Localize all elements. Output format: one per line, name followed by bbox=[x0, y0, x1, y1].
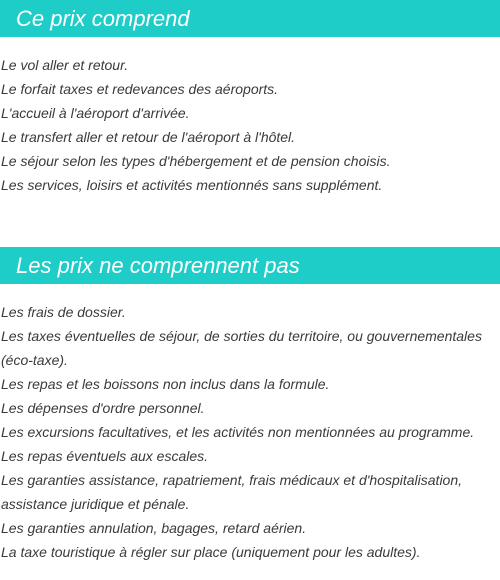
excluded-items-list bbox=[0, 300, 500, 564]
excluded-item: Les garanties annulation, bagages, retard aérien. bbox=[1, 520, 307, 536]
excluded-item: Les taxes éventuelles de séjour, de sorties du territoire, ou gouvernementales (éco-taxe). bbox=[1, 328, 482, 368]
included-item: Le vol aller et retour. bbox=[1, 57, 129, 73]
included-item: Le transfert aller et retour de l'aéroport à l'hôtel. bbox=[1, 129, 296, 145]
excluded-item: Les repas éventuels aux escales. bbox=[1, 448, 209, 464]
included-items-list bbox=[0, 53, 500, 197]
excluded-item: Les garanties assistance, rapatriement, frais médicaux et d'hospitalisation, assistance juridique et pénale. bbox=[1, 472, 463, 512]
included-item: Le forfait taxes et redevances des aéroports. bbox=[1, 81, 279, 97]
excluded-item: La taxe touristique à régler sur place (uniquement pour les adultes). bbox=[1, 544, 421, 560]
included-item: Les services, loisirs et activités mentionnés sans supplément. bbox=[1, 177, 383, 193]
included-item: Le séjour selon les types d'hébergement et de pension choisis. bbox=[1, 153, 391, 169]
included-item: L'accueil à l'aéroport d'arrivée. bbox=[1, 105, 190, 121]
excluded-item: Les excursions facultatives, et les activités non mentionnées au programme. bbox=[1, 424, 475, 440]
section-title-price-excludes: Les prix ne comprennent pas bbox=[0, 247, 500, 284]
section-title-price-includes: Ce prix comprend bbox=[0, 0, 500, 37]
excluded-item: Les repas et les boissons non inclus dans la formule. bbox=[1, 376, 330, 392]
excluded-item: Les frais de dossier. bbox=[1, 304, 126, 320]
excluded-item: Les dépenses d'ordre personnel. bbox=[1, 400, 205, 416]
